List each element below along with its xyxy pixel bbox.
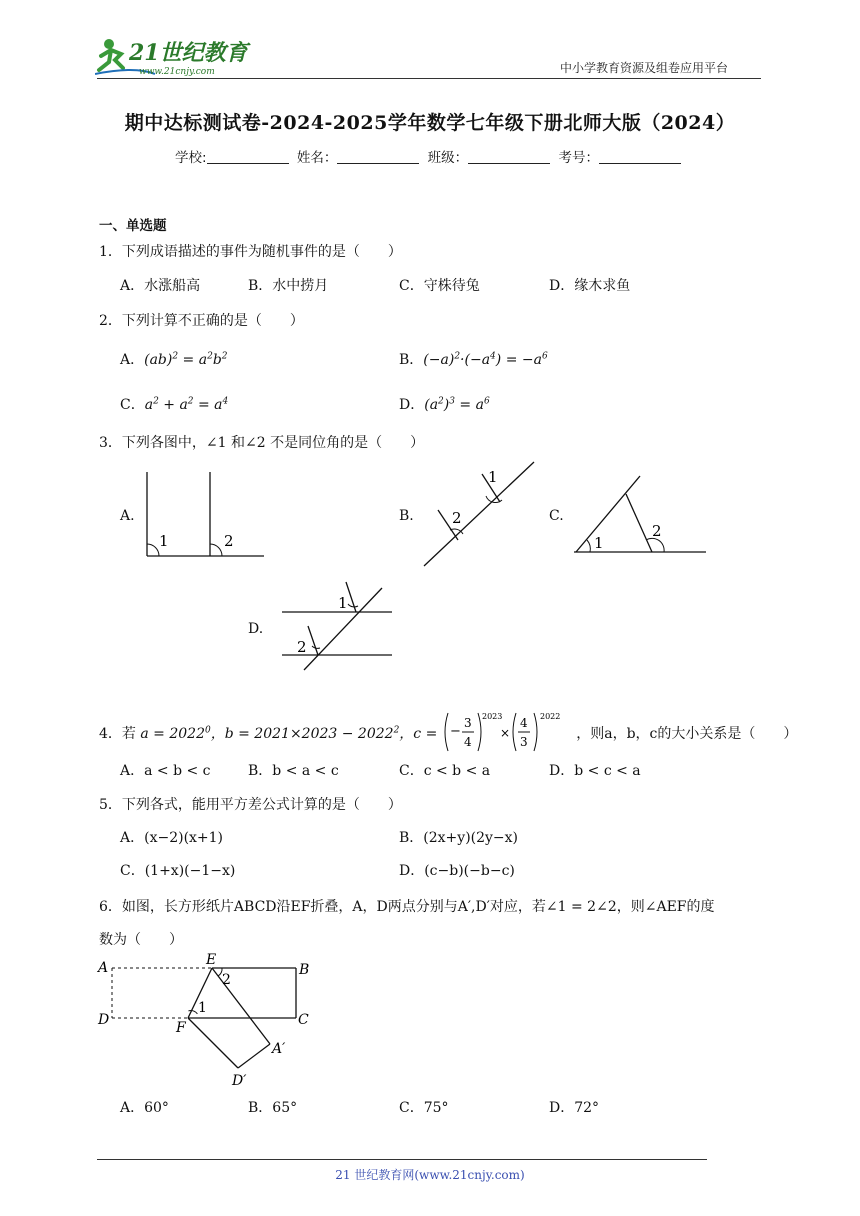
q3-figure-a (140, 468, 270, 560)
q3-label-b[interactable]: B. (399, 508, 414, 524)
svg-text:2: 2 (297, 638, 307, 656)
header-divider (97, 78, 761, 79)
q3-label-a[interactable]: A. (120, 508, 135, 524)
svg-text:1: 1 (198, 1000, 207, 1016)
class-label: 班级： (427, 150, 469, 166)
q1-option-b[interactable]: B．水中捞月 (248, 278, 329, 294)
q6-stem-line2: 数为（ ） (99, 932, 183, 948)
q5-option-d[interactable]: D．(c−b)(−b−c) (399, 863, 515, 879)
svg-text:3: 3 (463, 716, 472, 730)
svg-text:1: 1 (338, 594, 348, 612)
footer-divider (97, 1159, 707, 1160)
q1-option-d[interactable]: D．缘木求鱼 (549, 278, 631, 294)
q3-figure-d (280, 578, 396, 674)
svg-text:4: 4 (519, 716, 528, 730)
q4-stem: 4．若 $a = 2022^0$，$b = 2021\times 2023 - 2022^2$，c = − 3 4 2023 × 4 3 2022 ，则a，b，c的大小关系是（ ） (99, 709, 797, 759)
q1-stem: 1．下列成语描述的事件为随机事件的是（ ） (99, 244, 402, 260)
angle-1-label: 1 (159, 532, 169, 550)
q4-option-a[interactable]: A．a < b < c (120, 763, 211, 779)
q3-figure-b (420, 460, 540, 570)
svg-text:−: − (449, 724, 461, 739)
q2-option-a[interactable]: A．$(ab)^2 = a^2b^2$ (120, 351, 228, 368)
q4-option-c[interactable]: C．c < b < a (399, 763, 491, 779)
page-title: 期中达标测试卷-2024-2025学年数学七年级下册北师大版（2024） (124, 112, 736, 134)
name-field[interactable] (337, 163, 419, 164)
svg-text:F: F (176, 1020, 186, 1036)
student-info (0, 146, 860, 166)
logo-text: 21世纪教育 (129, 40, 248, 66)
svg-text:3: 3 (519, 735, 528, 749)
q4-option-d[interactable]: D．b < c < a (549, 763, 641, 779)
q3-stem: 3．下列各图中，∠1 和∠2 不是同位角的是（ ） (99, 435, 425, 451)
q1-option-c[interactable]: C．守株待兔 (399, 278, 480, 294)
svg-text:1: 1 (594, 534, 604, 552)
q2-option-c[interactable]: C．$a^2 + a^2 = a^4$ (120, 396, 229, 413)
q3-label-c[interactable]: C. (549, 508, 564, 524)
school-field[interactable] (207, 163, 289, 164)
svg-text:C: C (298, 1012, 309, 1028)
platform-name: 中小学教育资源及组卷应用平台 (560, 61, 729, 75)
q3-figure-c (570, 474, 710, 556)
footer-link[interactable]: 21 世纪教育网(www.21cnjy.com) (335, 1168, 525, 1182)
q4-fraction-c (442, 709, 572, 759)
logo-url: www.21cnjy.com (139, 67, 215, 77)
q3-label-d[interactable]: D. (248, 621, 264, 637)
q2-stem: 2．下列计算不正确的是（ ） (99, 313, 304, 329)
svg-text:D′: D′ (232, 1073, 247, 1089)
q4-option-b[interactable]: B．b < a < c (248, 763, 339, 779)
school-label: 学校: (175, 150, 207, 166)
q6-option-c[interactable]: C．75° (399, 1100, 449, 1116)
svg-text:2: 2 (452, 509, 462, 527)
number-field[interactable] (599, 163, 681, 164)
q6-figure (94, 952, 324, 1090)
site-logo (95, 36, 265, 78)
name-label: 姓名： (296, 150, 338, 166)
svg-text:E: E (206, 952, 217, 968)
angle-2-label: 2 (224, 532, 234, 550)
svg-text:A: A (98, 960, 109, 976)
svg-text:2: 2 (222, 972, 231, 988)
q6-stem-line1: 6．如图，长方形纸片ABCD沿EF折叠，A，D两点分别与A′,D′对应，若∠1 = 2∠2，则∠AEF的度 (99, 899, 715, 915)
q6-option-a[interactable]: A．60° (120, 1100, 169, 1116)
q2-option-b[interactable]: B．$(-a)^2\cdot(-a^4) = -a^6$ (399, 351, 548, 368)
svg-text:D: D (98, 1012, 110, 1028)
svg-text:2023: 2023 (481, 712, 503, 721)
q5-option-a[interactable]: A．(x−2)(x+1) (120, 830, 224, 846)
svg-text:B: B (299, 962, 310, 978)
svg-text:4: 4 (463, 735, 472, 749)
q5-option-b[interactable]: B．(2x+y)(2y−x) (399, 830, 519, 846)
class-field[interactable] (468, 163, 550, 164)
svg-text:×: × (499, 726, 510, 740)
q1-option-a[interactable]: A．水涨船高 (120, 278, 201, 294)
svg-text:2: 2 (652, 522, 662, 540)
q6-option-b[interactable]: B．65° (248, 1100, 298, 1116)
q2-option-d[interactable]: D．$(a^2)^3 = a^6$ (399, 396, 490, 413)
svg-text:2022: 2022 (539, 712, 561, 721)
q5-option-c[interactable]: C．(1+x)(−1−x) (120, 863, 236, 879)
svg-text:1: 1 (488, 468, 498, 486)
section-heading: 一、单选题 (99, 218, 167, 234)
number-label: 考号： (558, 150, 599, 166)
svg-text:A′: A′ (272, 1041, 286, 1057)
q6-option-d[interactable]: D．72° (549, 1100, 600, 1116)
q5-stem: 5．下列各式，能用平方差公式计算的是（ ） (99, 797, 402, 813)
